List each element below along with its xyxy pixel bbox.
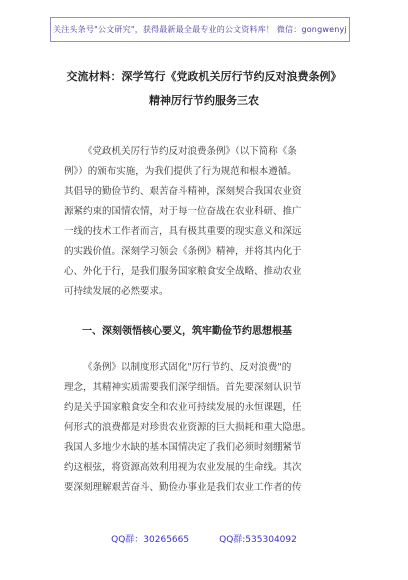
paragraph-section1 (64, 358, 346, 498)
text-line: 心、外化于行，是我们服务国家粮食安全战略、推动农业 (64, 266, 302, 277)
section-heading: 一、深刻领悟核心要义，筑牢勤俭节约思想根基 (82, 326, 292, 337)
document-subtitle: 精神厉行节约服务三农 (149, 94, 259, 107)
footer-qq-group-2: QQ群:535304092 (219, 535, 297, 545)
text-line: 理念，其精神实质需要我们深学细悟。首先要深刻认识节 (64, 382, 302, 393)
text-line: 我国人多地少水缺的基本国情决定了我们必须时刻绷紧节 (64, 442, 302, 453)
text-line: 《条例》以制度形式固化"厉行节约、反对浪费"的 (83, 362, 292, 373)
footer-qq-group-1: QQ群：30265665 (111, 535, 190, 545)
text-line: 例》）的颁布实施，为我们提供了行为规范和根本遵循。 (64, 166, 297, 177)
text-line: 可持续发展的必然要求。 (64, 286, 169, 297)
footer (0, 532, 408, 545)
banner-text: 关注头条号"公文研究"，获得最新最全最专业的公文资料库！ 微信：gongwenyj (53, 25, 347, 34)
text-line: 约是关乎国家粮食安全和农业可持续发展的永恒课题，任 (64, 402, 302, 413)
text-line: 何形式的浪费都是对珍贵农业资源的巨大损耗和重大隐患。 (64, 422, 312, 433)
text-line: 一线的技术工作者而言，具有极其重要的现实意义和深远 (64, 226, 302, 237)
text-line: 约这根弦，将资源高效利用视为农业发展的生命线。其次 (64, 462, 302, 473)
text-line: 其倡导的勤俭节约、艰苦奋斗精神，深刻契合我国农业资 (64, 186, 302, 197)
header-banner (50, 17, 350, 42)
paragraph-intro (64, 142, 346, 302)
text-line: 要深刻理解艰苦奋斗、勤俭办事业是我们农业工作者的传 (64, 482, 302, 493)
text-line: 的实践价值。深刻学习领会《条例》精神，并将其内化于 (64, 246, 302, 257)
text-line: 《党政机关厉行节约反对浪费条例》（以下简称《条 (83, 146, 297, 157)
document-title: 交流材料：深学笃行《党政机关厉行节约反对浪费条例》 (66, 70, 342, 83)
text-line: 源紧约束的国情农情，对于每一位奋战在农业科研、推广 (64, 206, 302, 217)
